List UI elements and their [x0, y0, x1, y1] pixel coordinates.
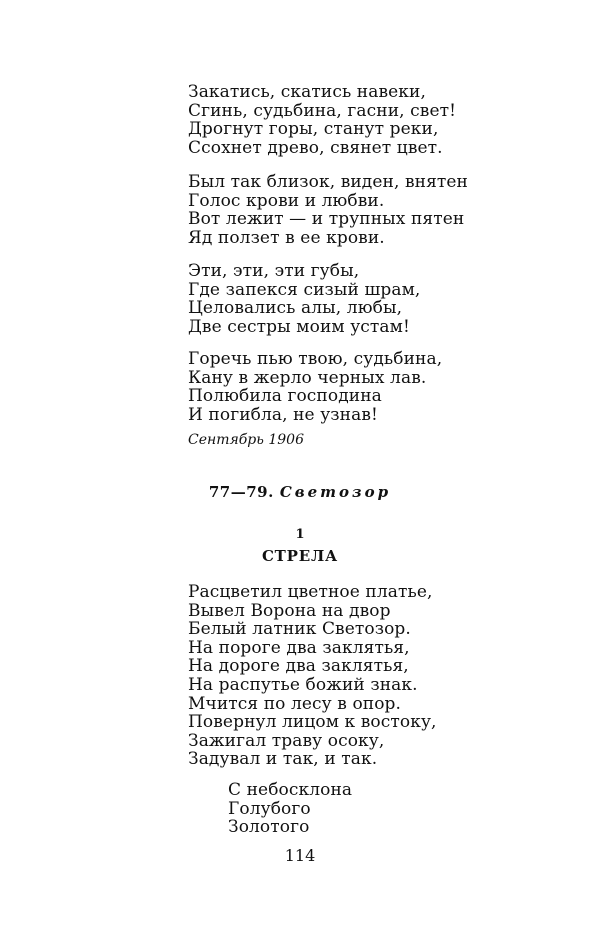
verse-line: Голубого: [228, 798, 311, 819]
section-heading: [0, 483, 600, 501]
verse-line: Золотого: [228, 817, 310, 838]
verse-line: Расцветил цветное платье,: [188, 582, 433, 602]
verse-line: Мчится по лесу в опор.: [188, 693, 402, 714]
verse-line: На пороге два заклятья,: [188, 637, 410, 658]
verse-line: С небосклона: [228, 780, 353, 800]
poem-date: Сентябрь 1906: [188, 432, 304, 448]
verse-line: Ссохнет древо, свянет цвет.: [188, 137, 443, 158]
verse-line: Зажигал траву осоку,: [188, 730, 385, 751]
verse-line: Эти, эти, эти губы,: [188, 261, 360, 281]
verse-line: И погибла, не узнав!: [188, 404, 378, 425]
part-title: СТРЕЛА: [261, 547, 339, 565]
stanza-4: [188, 350, 442, 424]
verse-line: Голос крови и любви.: [188, 190, 385, 211]
verse-line: Вот лежит — и трупных пятен: [188, 209, 465, 230]
verse-line: Целовались алы, любы,: [188, 298, 403, 319]
verse-line: На распутье божий знак.: [188, 674, 418, 695]
stanza-3: [188, 262, 420, 336]
verse-line: Сгинь, судьбина, гасни, свет!: [188, 100, 457, 121]
verse-line: Вывел Ворона на двор: [188, 600, 391, 621]
verse-line: Белый латник Светозор.: [188, 619, 411, 640]
verse-line: Кану в жерло черных лав.: [188, 367, 427, 388]
verse-line: Горечь пью твою, судьбина,: [188, 349, 443, 369]
verse-line: Задувал и так, и так.: [188, 749, 378, 770]
indented-stanza: [228, 781, 352, 837]
verse-line: Где запекся сизый шрам,: [188, 279, 421, 300]
part-number: 1: [295, 527, 305, 542]
verse-line: Был так близок, виден, внятен: [188, 172, 468, 192]
verse-line: На дороге два заклятья,: [188, 656, 409, 677]
page-number: 114: [284, 846, 316, 865]
verse-line: Полюбила господина: [188, 386, 382, 407]
verse-line: Закатись, скатись навеки,: [188, 82, 426, 102]
verse-line: Повернул лицом к востоку,: [188, 712, 437, 733]
verse-line: Яд ползет в ее крови.: [188, 227, 385, 248]
section-title: Светозор: [279, 483, 392, 501]
stanza-2: [188, 173, 468, 247]
stanza-1: [188, 83, 456, 157]
poem-body: [188, 583, 437, 769]
verse-line: Дрогнут горы, станут реки,: [188, 119, 439, 140]
verse-line: Две сестры моим устам!: [188, 316, 410, 337]
section-number: 77—79.: [208, 483, 274, 501]
